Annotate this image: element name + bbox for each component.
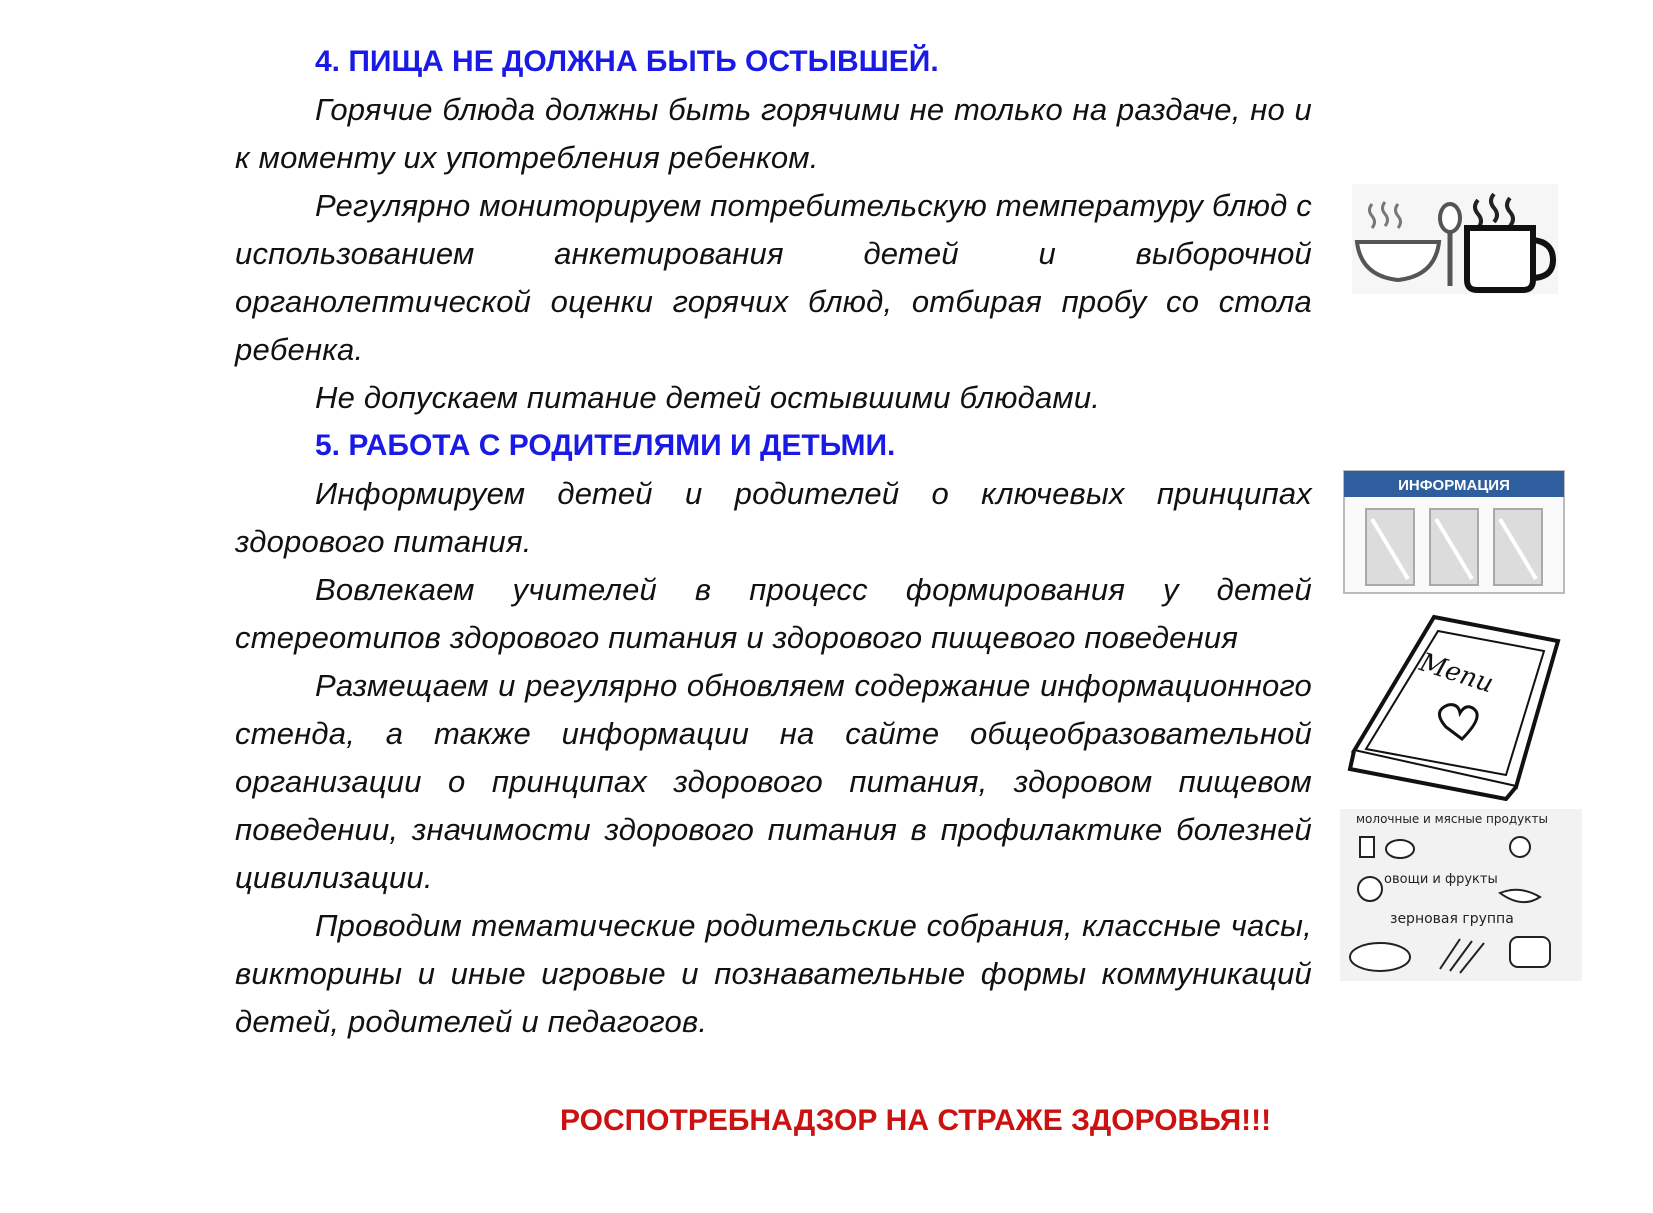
- section4-paragraph-1: Горячие блюда должны быть горячими не только на раздаче, но и к моменту их употребления ребенком.: [235, 92, 1312, 175]
- info-board-label: ИНФОРМАЦИЯ: [1398, 477, 1510, 494]
- food-group-label-2: овощи и фрукты: [1384, 872, 1498, 887]
- menu-cover-text: Menu: [1415, 647, 1498, 700]
- hot-dishes-icon: [1352, 184, 1558, 294]
- text-column: [235, 38, 1312, 1046]
- food-groups-illustration: [1340, 809, 1582, 981]
- slogan: РОСПОТРЕБНАДЗОР НА СТРАЖЕ ЗДОРОВЬЯ!!!: [560, 1104, 1272, 1137]
- section5-paragraph-1: Информируем детей и родителей о ключевых принципах здорового питания.: [235, 476, 1312, 559]
- section5-paragraph-3: Размещаем и регулярно обновляем содержание информационного стенда, а также информации на сайте общеобразовательной организации о принципах здорового питания, здоровом пищевом поведении, значимости здорового питания в профилактике болезней цивилизации.: [235, 668, 1312, 895]
- section5-paragraph-2: Вовлекаем учителей в процесс формирования у детей стереотипов здорового питания и здорового пищевого поведения: [235, 572, 1312, 655]
- info-board-icon: [1342, 469, 1566, 597]
- food-group-label-1: молочные и мясные продукты: [1356, 812, 1548, 826]
- food-groups-icon: [1340, 809, 1582, 981]
- section4-paragraph-3: Не допускаем питание детей остывшими блюдами.: [315, 380, 1101, 415]
- menu-illustration: [1346, 611, 1566, 801]
- info-board-illustration: [1342, 469, 1566, 597]
- section4-heading: 4. ПИЩА НЕ ДОЛЖНА БЫТЬ ОСТЫВШЕЙ.: [315, 45, 939, 78]
- hot-dishes-illustration: [1352, 184, 1558, 294]
- food-group-label-3: зерновая группа: [1390, 911, 1514, 927]
- section4-paragraph-2: Регулярно мониторируем потребительскую температуру блюд с использованием анкетирования детей и выборочной органолептической оценки горячих блюд, отбирая пробу со стола ребенка.: [235, 188, 1312, 367]
- section5-heading: 5. РАБОТА С РОДИТЕЛЯМИ И ДЕТЬМИ.: [315, 429, 896, 462]
- menu-book-icon: [1346, 611, 1566, 801]
- section5-paragraph-4: Проводим тематические родительские собрания, классные часы, викторины и иные игровые и познавательные формы коммуникаций детей, родителей и педагогов.: [235, 908, 1312, 1039]
